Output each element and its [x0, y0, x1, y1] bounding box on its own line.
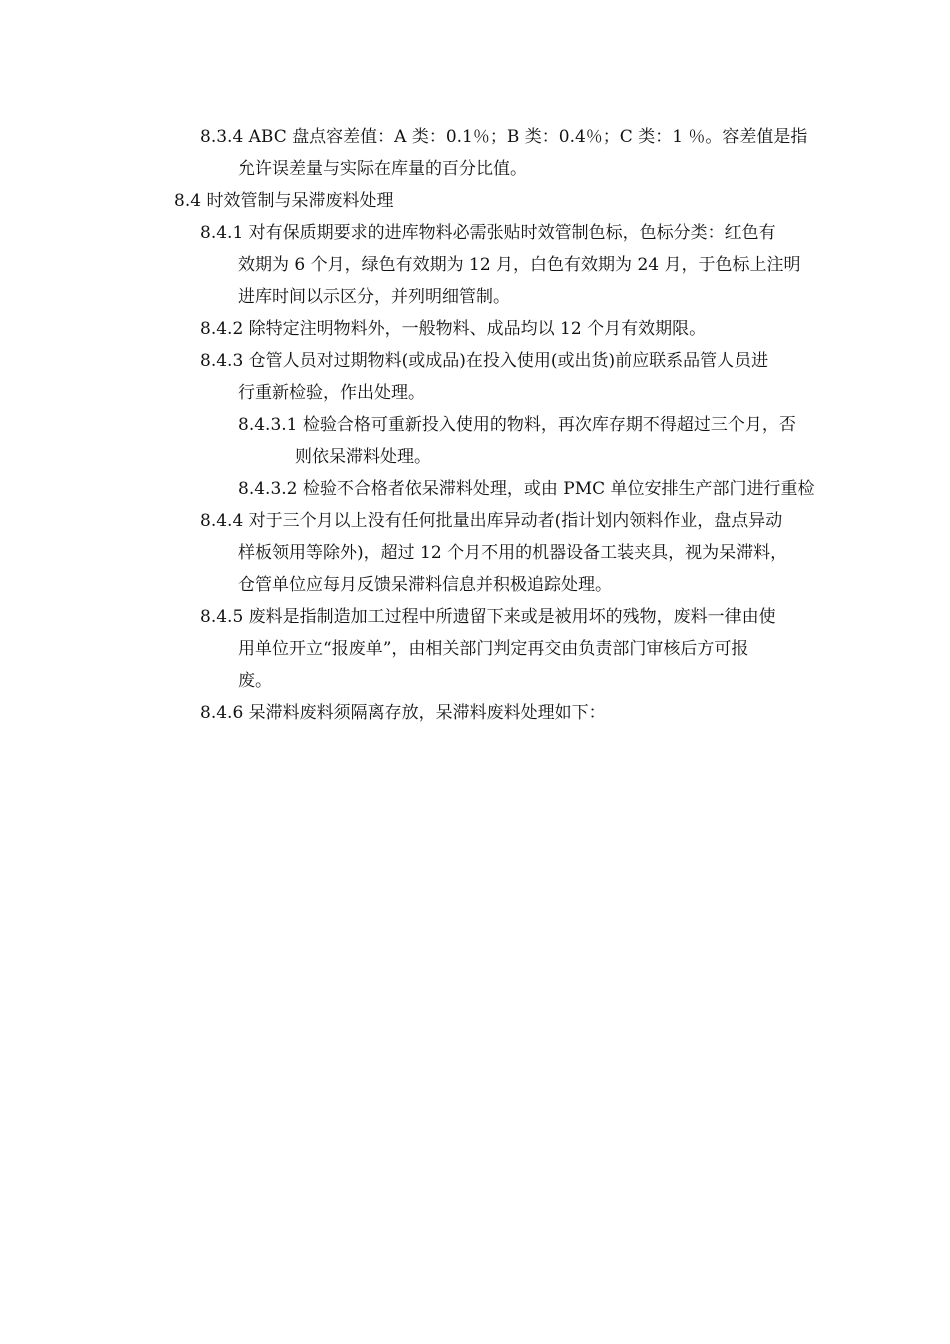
text-line: 8.3.4 ABC 盘点容差值：A 类：0.1％；B 类：0.4％；C 类：1 ％。容差值是指: [200, 127, 808, 147]
text-line: 仓管单位应每月反馈呆滞料信息并积极追踪处理。: [238, 575, 612, 595]
text-line: 进库时间以示区分，并列明细管制。: [238, 287, 510, 307]
text-line: 8.4.4 对于三个月以上没有任何批量出库异动者(指计划内领料作业，盘点异动: [200, 511, 783, 531]
text-line: 效期为 6 个月，绿色有效期为 12 月，白色有效期为 24 月，于色标上注明: [238, 255, 801, 275]
text-line: 8.4.5 废料是指制造加工过程中所遗留下来或是被用坏的残物，废料一律由使: [200, 607, 776, 627]
text-line: 允许误差量与实际在库量的百分比值。: [238, 159, 527, 179]
text-line: 8.4.1 对有保质期要求的进库物料必需张贴时效管制色标，色标分类：红色有: [200, 223, 776, 243]
text-line: 则依呆滞料处理。: [295, 447, 431, 467]
text-line: 8.4.2 除特定注明物料外，一般物料、成品均以 12 个月有效期限。: [200, 319, 707, 339]
text-line: 废。: [238, 671, 272, 691]
section-heading: 8.4 时效管制与呆滞废料处理: [174, 191, 394, 211]
text-line: 行重新检验，作出处理。: [238, 383, 425, 403]
text-line: 样板领用等除外)，超过 12 个月不用的机器设备工装夹具，视为呆滞料，: [238, 543, 788, 563]
text-line: 8.4.6 呆滞料废料须隔离存放，呆滞料废料处理如下：: [200, 703, 606, 723]
text-line: 8.4.3.1 检验合格可重新投入使用的物料，再次库存期不得超过三个月，否: [238, 415, 796, 435]
text-line: 用单位开立“报废单”，由相关部门判定再交由负责部门审核后方可报: [238, 639, 749, 659]
text-line: 8.4.3 仓管人员对过期物料(或成品)在投入使用(或出货)前应联系品管人员进: [200, 351, 769, 371]
text-line: 8.4.3.2 检验不合格者依呆滞料处理，或由 PMC 单位安排生产部门进行重检: [238, 479, 815, 499]
